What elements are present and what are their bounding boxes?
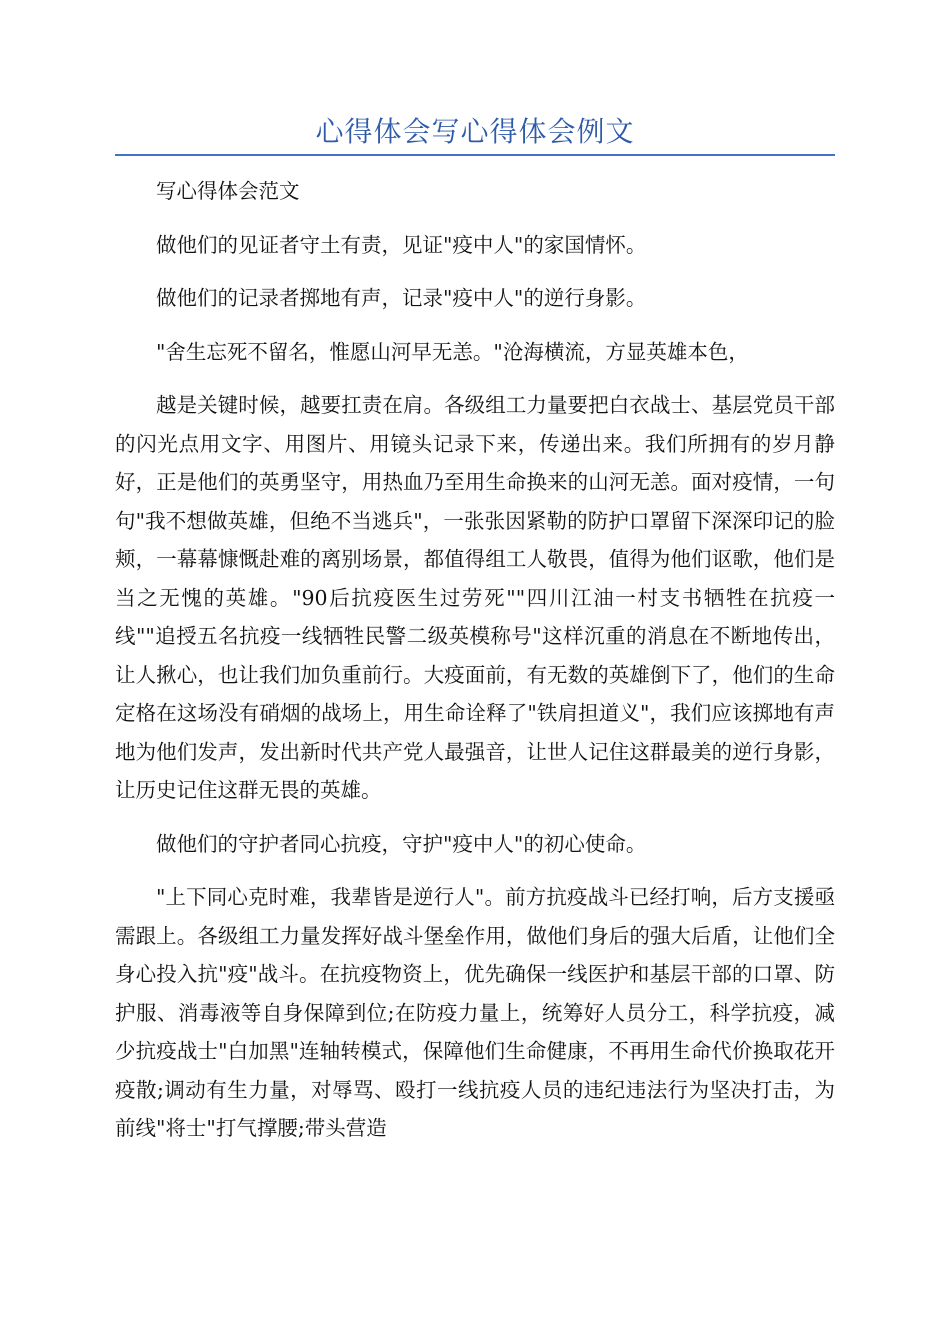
- document-title: 心得体会写心得体会例文: [315, 115, 635, 148]
- paragraph: "舍生忘死不留名，惟愿山河早无恙。"沧海横流，方显英雄本色，: [156, 339, 749, 364]
- title-underline: [115, 154, 835, 156]
- paragraph: 写心得体会范文: [156, 179, 300, 203]
- paragraph: "上下同心克时难，我辈皆是逆行人"。前方抗疫战斗已经打响，后方支援亟需跟上。各级组工力量发挥好战斗堡垒作用，做他们身后的强大后盾，让他们全身心投入抗"疫"战斗。在抗疫物资上，优先确保一线医护和基层干部的口罩、防护服、消毒液等自身保障到位;在防疫力量上，统筹好人员分工，科学抗疫，减少抗疫战士"白加黑"连轴转模式，保障他们生命健康，不再用生命代价换取花开疫散;调动有生力量，对辱骂、殴打一线抗疫人员的违纪违法行为坚决打击，为前线"将士"打气撑腰;带头营造: [115, 885, 835, 1140]
- paragraph: 做他们的见证者守土有责，见证"疫中人"的家国情怀。: [156, 232, 647, 257]
- document-body: [115, 172, 835, 1163]
- paragraph: 做他们的守护者同心抗疫，守护"疫中人"的初心使命。: [156, 831, 647, 856]
- paragraph: 做他们的记录者掷地有声，记录"疫中人"的逆行身影。: [156, 286, 647, 310]
- paragraph: 越是关键时候，越要扛责在肩。各级组工力量要把白衣战士、基层党员干部的闪光点用文字、用图片、用镜头记录下来，传递出来。我们所拥有的岁月静好，正是他们的英勇坚守，用热血乃至用生命换来的山河无恙。面对疫情，一句句"我不想做英雄，但绝不当逃兵"，一张张因紧勒的防护口罩留下深深印记的脸颊，一幕幕慷慨赴难的离别场景，都值得组工人敬畏，值得为他们讴歌，他们是当之无愧的英雄。"90后抗疫医生过劳死""四川江油一村支书牺牲在抗疫一线""追授五名抗疫一线牺牲民警二级英模称号"这样沉重的消息在不断地传出，让人揪心，也让我们加负重前行。大疫面前，有无数的英雄倒下了，他们的生命定格在这场没有硝烟的战场上，用生命诠释了"铁肩担道义"，我们应该掷地有声地为他们发声，发出新时代共产党人最强音，让世人记住这群最美的逆行身影，让历史记住这群无畏的英雄。: [115, 393, 835, 802]
